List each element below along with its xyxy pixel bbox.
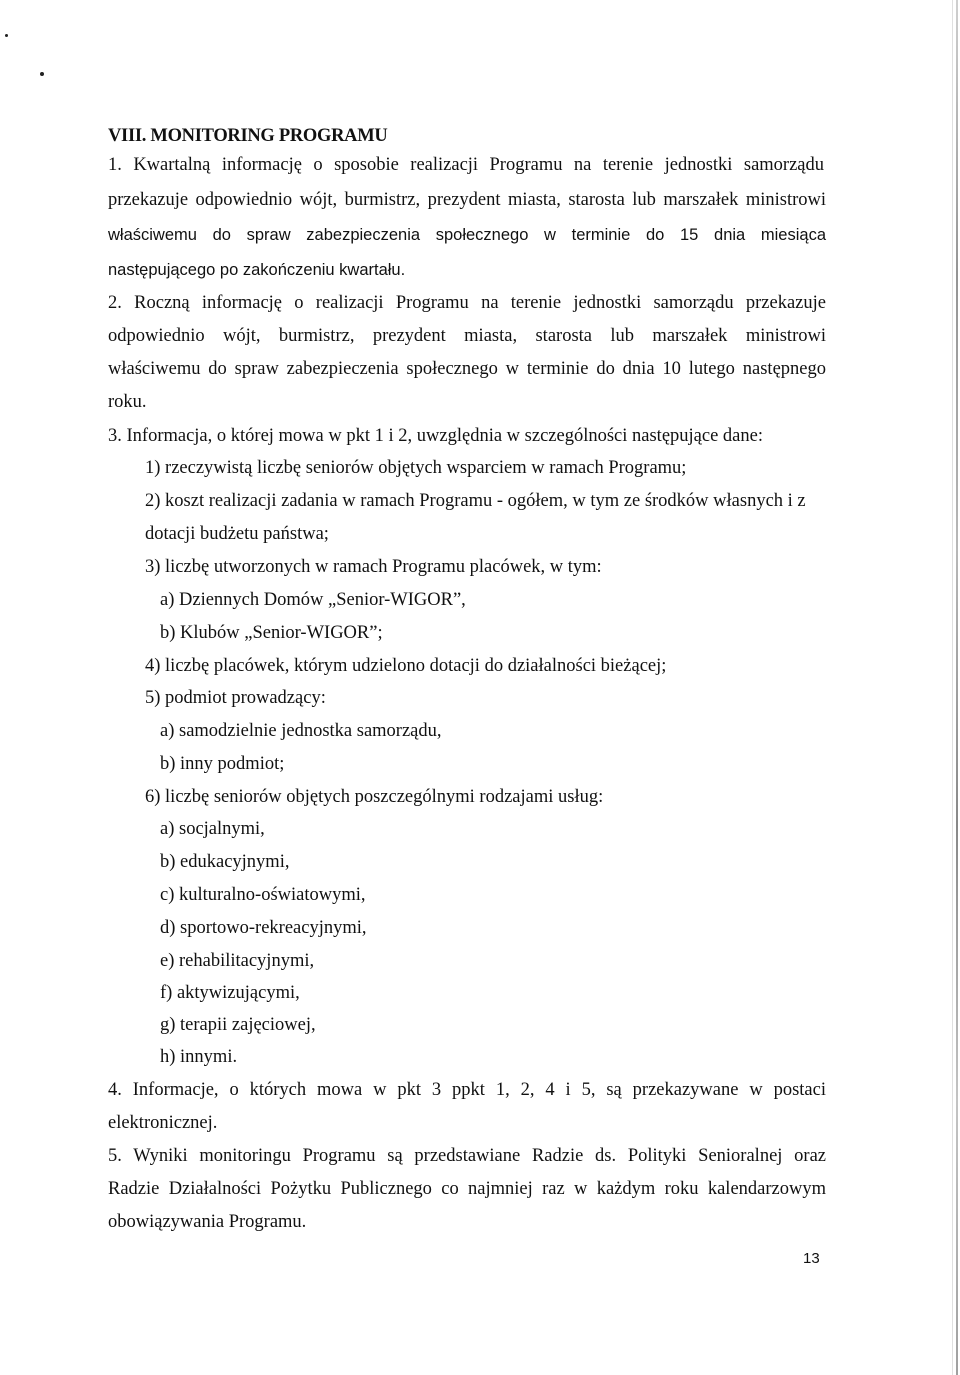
list-item: 3) liczbę utworzonych w ramach Programu placówek, w tym:: [145, 557, 602, 577]
paragraph-1-line: 1. Kwartalną informację o sposobie realizacji Programu na terenie jednostki samorządu: [108, 155, 824, 175]
paragraph-2-line: roku.: [108, 392, 147, 412]
list-item: 2) koszt realizacji zadania w ramach Programu - ogółem, w tym ze środków własnych i z: [145, 491, 806, 511]
sub-list-item: e) rehabilitacyjnymi,: [160, 951, 315, 971]
paragraph-1-line: następującego po zakończeniu kwartału.: [108, 261, 406, 279]
sub-list-item: b) Klubów „Senior-WIGOR”;: [160, 623, 383, 643]
sub-list-item: b) inny podmiot;: [160, 754, 285, 774]
scan-speck: [40, 72, 44, 76]
sub-list-item: d) sportowo-rekreacyjnymi,: [160, 918, 367, 938]
paragraph-1-line: właściwemu do spraw zabezpieczenia społecznego w terminie do 15 dnia miesiąca: [108, 226, 826, 244]
paragraph-4-line: elektronicznej.: [108, 1113, 218, 1133]
page-number: 13: [803, 1250, 820, 1267]
list-item: 4) liczbę placówek, którym udzielono dotacji do działalności bieżącej;: [145, 656, 667, 676]
list-item: dotacji budżetu państwa;: [145, 524, 329, 544]
paragraph-3-intro: 3. Informacja, o której mowa w pkt 1 i 2, uwzględnia w szczególności następujące dane:: [108, 426, 763, 446]
sub-list-item: c) kulturalno-oświatowymi,: [160, 885, 366, 905]
section-title: VIII. MONITORING PROGRAMU: [108, 126, 388, 146]
paragraph-5-line: Radzie Działalności Pożytku Publicznego co najmniej raz w każdym roku kalendarzowym: [108, 1179, 826, 1199]
list-item: 1) rzeczywistą liczbę seniorów objętych wsparciem w ramach Programu;: [145, 458, 687, 478]
sub-list-item: g) terapii zajęciowej,: [160, 1015, 316, 1035]
paragraph-1-line: przekazuje odpowiednio wójt, burmistrz, prezydent miasta, starosta lub marszałek ministrowi: [108, 190, 826, 210]
paragraph-4-line: 4. Informacje, o których mowa w pkt 3 ppkt 1, 2, 4 i 5, są przekazywane w postaci: [108, 1080, 826, 1100]
sub-list-item: a) socjalnymi,: [160, 819, 265, 839]
paragraph-2-line: 2. Roczną informację o realizacji Programu na terenie jednostki samorządu przekazuje: [108, 293, 826, 313]
list-item: 5) podmiot prowadzący:: [145, 688, 326, 708]
list-item: 6) liczbę seniorów objętych poszczególnymi rodzajami usług:: [145, 787, 604, 807]
sub-list-item: a) samodzielnie jednostka samorządu,: [160, 721, 442, 741]
paragraph-2-line: właściwemu do spraw zabezpieczenia społecznego w terminie do dnia 10 lutego następnego: [108, 359, 826, 379]
paragraph-5-line: 5. Wyniki monitoringu Programu są przedstawiane Radzie ds. Polityki Senioralnej oraz: [108, 1146, 826, 1166]
sub-list-item: h) innymi.: [160, 1047, 238, 1067]
sub-list-item: a) Dziennych Domów „Senior-WIGOR”,: [160, 590, 466, 610]
scan-speck: [5, 34, 8, 37]
scan-border: [956, 0, 958, 1375]
sub-list-item: f) aktywizującymi,: [160, 983, 300, 1003]
scan-border: [952, 0, 953, 1375]
sub-list-item: b) edukacyjnymi,: [160, 852, 290, 872]
paragraph-5-line: obowiązywania Programu.: [108, 1212, 307, 1232]
paragraph-2-line: odpowiednio wójt, burmistrz, prezydent miasta, starosta lub marszałek ministrowi: [108, 326, 826, 346]
